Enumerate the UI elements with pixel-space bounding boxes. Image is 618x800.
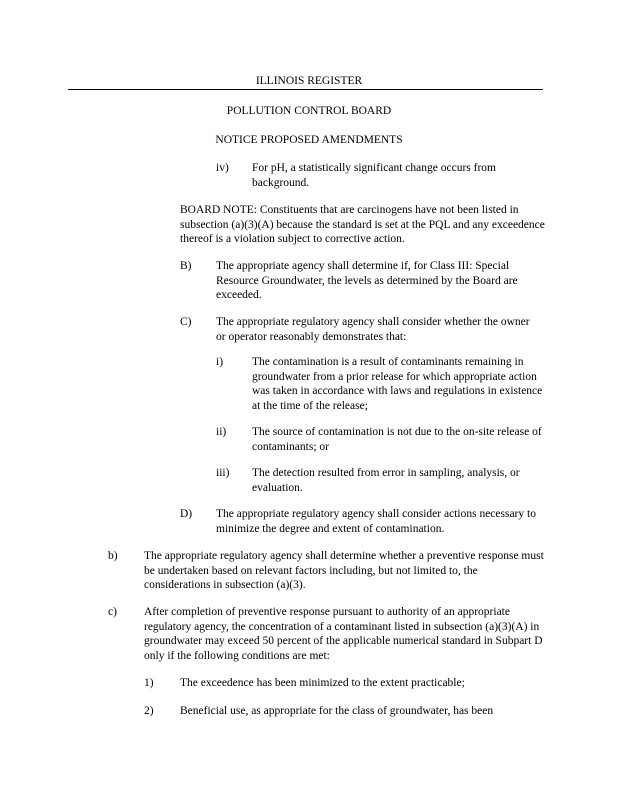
item-B-label: B) xyxy=(180,260,192,272)
notice-title: NOTICE PROPOSED AMENDMENTS xyxy=(215,134,403,146)
register-title: ILLINOIS REGISTER xyxy=(255,75,363,87)
item-C-label: C) xyxy=(180,316,192,328)
item-C-i-text: The contamination is a result of contaminants remaining in groundwater from a prior release for which appropriate action was taken in accordance with laws and regulations in existence at the time of the release; xyxy=(252,356,543,412)
item-D-label: D) xyxy=(180,508,193,520)
item-iv-label: iv) xyxy=(216,162,229,174)
header-rule xyxy=(68,89,543,90)
item-b-text: The appropriate regulatory agency shall determine whether a preventive response must be undertaken based on relevant factors including, but not limited to, the considerations in subsection (a)(3). xyxy=(144,550,544,592)
item-c-2-label: 2) xyxy=(144,705,154,717)
item-C-text: The appropriate regulatory agency shall consider whether the owner or operator reasonably demonstrates that: xyxy=(216,316,530,343)
item-c-text: After completion of preventive response pursuant to authority of an appropriate regulatory agency, the concentration of a contaminant listed in subsection (a)(3)(A) in groundwater may exceed 50 percent of the applicable numerical standard in Subpart D only if the following conditions are met: xyxy=(144,606,543,662)
item-c-1-label: 1) xyxy=(144,677,154,689)
item-C-ii-text: The source of contamination is not due to the on-site release of contaminants; or xyxy=(252,426,542,453)
item-C-iii-text: The detection resulted from error in sampling, analysis, or evaluation. xyxy=(252,467,520,494)
item-C-iii-label: iii) xyxy=(216,467,230,479)
item-c-label: c) xyxy=(108,606,117,618)
item-b-label: b) xyxy=(108,550,118,562)
item-c-1-text: The exceedence has been minimized to the extent practicable; xyxy=(180,677,465,689)
item-D-text: The appropriate regulatory agency shall consider actions necessary to minimize the degree and extent of contamination. xyxy=(216,508,536,535)
board-note: BOARD NOTE: Constituents that are carcinogens have not been listed in subsection (a)(3)(A) because the standard is set at the PQL and any exceedence thereof is a violation subject to corrective action. xyxy=(180,204,545,246)
board-title: POLLUTION CONTROL BOARD xyxy=(226,105,392,117)
item-B-text: The appropriate agency shall determine if, for Class III: Special Resource Groundwater, the levels as determined by the Board are exceeded. xyxy=(216,260,518,302)
item-iv-text: For pH, a statistically significant change occurs from background. xyxy=(252,162,496,189)
item-c-2-text: Beneficial use, as appropriate for the class of groundwater, has been xyxy=(180,705,494,717)
item-C-ii-label: ii) xyxy=(216,426,227,438)
item-C-i-label: i) xyxy=(216,356,224,368)
